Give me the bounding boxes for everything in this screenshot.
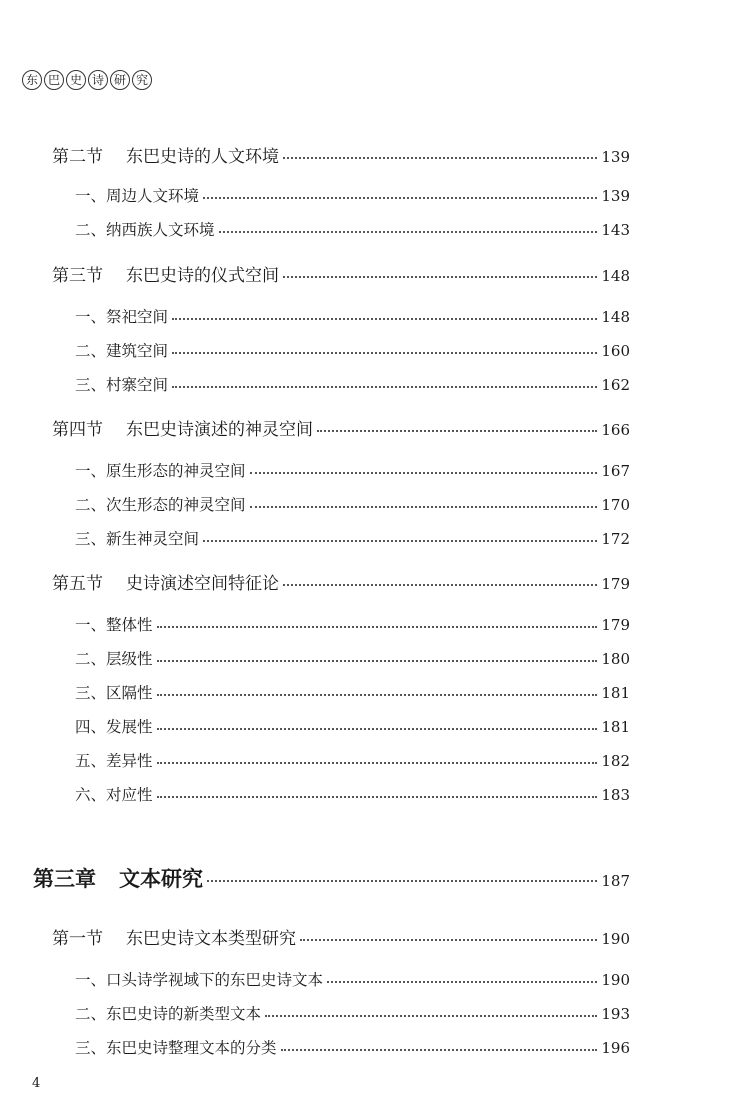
dot-leader [283, 157, 597, 159]
subsection-title: 三、村寨空间 [75, 376, 169, 394]
page-ref: 148 [601, 308, 630, 326]
toc-section [52, 142, 630, 167]
dot-leader [157, 660, 598, 662]
chapter-title: 文本研究 [119, 866, 203, 891]
subsection-title: 二、东巴史诗的新类型文本 [75, 1005, 262, 1023]
dot-leader [327, 981, 597, 983]
page-ref: 190 [601, 971, 630, 989]
subsection-title: 三、区隔性 [75, 684, 153, 702]
subsection-title: 二、纳西族人文环境 [75, 221, 215, 239]
page-ref: 187 [601, 872, 630, 890]
page-ref: 143 [601, 221, 630, 239]
section-number: 第三节 [52, 266, 103, 286]
subsection-title: 二、次生形态的神灵空间 [75, 496, 246, 514]
subsection-title: 一、祭祀空间 [75, 308, 169, 326]
toc-section [52, 924, 630, 949]
header-char: 史 [66, 70, 86, 90]
page-ref: 139 [601, 187, 630, 205]
header-char: 东 [22, 70, 42, 90]
dot-leader [317, 430, 597, 432]
section-number: 第四节 [52, 420, 103, 440]
header-char: 究 [132, 70, 152, 90]
subsection-title: 一、整体性 [75, 616, 153, 634]
toc-subsection [75, 459, 630, 481]
section-title: 东巴史诗的人文环境 [126, 147, 279, 167]
header-char: 巴 [44, 70, 64, 90]
section-title: 史诗演述空间特征论 [126, 574, 279, 594]
subsection-title: 一、周边人文环境 [75, 187, 200, 205]
dot-leader [157, 796, 598, 798]
toc-chapter [33, 863, 630, 893]
page-ref: 179 [601, 616, 630, 634]
section-number: 第二节 [52, 147, 103, 167]
chapter-number: 第三章 [33, 866, 96, 891]
subsection-title: 四、发展性 [75, 718, 153, 736]
dot-leader [157, 728, 598, 730]
toc-subsection [75, 339, 630, 361]
dot-leader [219, 231, 598, 233]
toc-subsection [75, 493, 630, 515]
toc-subsection [75, 373, 630, 395]
section-title: 东巴史诗的仪式空间 [126, 266, 279, 286]
page-ref: 182 [601, 752, 630, 770]
toc-subsection [75, 218, 630, 240]
dot-leader [250, 472, 598, 474]
dot-leader [172, 352, 597, 354]
toc-subsection [75, 968, 630, 990]
toc-subsection [75, 647, 630, 669]
toc-subsection [75, 613, 630, 635]
toc-subsection [75, 1036, 630, 1058]
dot-leader [281, 1049, 598, 1051]
toc-section [52, 261, 630, 286]
subsection-title: 二、建筑空间 [75, 342, 169, 360]
page-ref: 193 [601, 1005, 630, 1023]
dot-leader [157, 694, 598, 696]
section-title: 东巴史诗文本类型研究 [126, 929, 296, 949]
subsection-title: 五、差异性 [75, 752, 153, 770]
page-ref: 166 [601, 421, 630, 439]
toc-subsection [75, 715, 630, 737]
toc-subsection [75, 783, 630, 805]
toc-subsection [75, 749, 630, 771]
page-ref: 167 [601, 462, 630, 480]
subsection-title: 三、新生神灵空间 [75, 530, 200, 548]
dot-leader [300, 939, 597, 941]
toc-subsection [75, 1002, 630, 1024]
dot-leader [157, 626, 598, 628]
subsection-title: 一、原生形态的神灵空间 [75, 462, 246, 480]
page-ref: 170 [601, 496, 630, 514]
dot-leader [283, 584, 597, 586]
page-ref: 181 [601, 684, 630, 702]
dot-leader [157, 762, 598, 764]
page-ref: 172 [601, 530, 630, 548]
section-number: 第五节 [52, 574, 103, 594]
dot-leader [250, 506, 598, 508]
header-char: 诗 [88, 70, 108, 90]
toc-subsection [75, 184, 630, 206]
page-ref: 183 [601, 786, 630, 804]
toc-subsection [75, 681, 630, 703]
toc-section [52, 415, 630, 440]
page-ref: 180 [601, 650, 630, 668]
page-number: 4 [32, 1076, 41, 1091]
page-ref: 139 [601, 148, 630, 166]
subsection-title: 二、层级性 [75, 650, 153, 668]
page-ref: 196 [601, 1039, 630, 1057]
dot-leader [203, 197, 597, 199]
subsection-title: 六、对应性 [75, 786, 153, 804]
section-number: 第一节 [52, 929, 103, 949]
page-ref: 162 [601, 376, 630, 394]
toc-subsection [75, 527, 630, 549]
dot-leader [172, 318, 597, 320]
page-ref: 160 [601, 342, 630, 360]
page-ref: 148 [601, 267, 630, 285]
dot-leader [207, 880, 597, 882]
subsection-title: 三、东巴史诗整理文本的分类 [75, 1039, 277, 1057]
toc-section [52, 569, 630, 594]
dot-leader [203, 540, 597, 542]
page-ref: 179 [601, 575, 630, 593]
dot-leader [283, 276, 597, 278]
subsection-title: 一、口头诗学视域下的东巴史诗文本 [75, 971, 324, 989]
page-ref: 190 [601, 930, 630, 948]
dot-leader [172, 386, 597, 388]
header-char: 研 [110, 70, 130, 90]
page-ref: 181 [601, 718, 630, 736]
toc-subsection [75, 305, 630, 327]
section-title: 东巴史诗演述的神灵空间 [126, 420, 313, 440]
dot-leader [265, 1015, 597, 1017]
